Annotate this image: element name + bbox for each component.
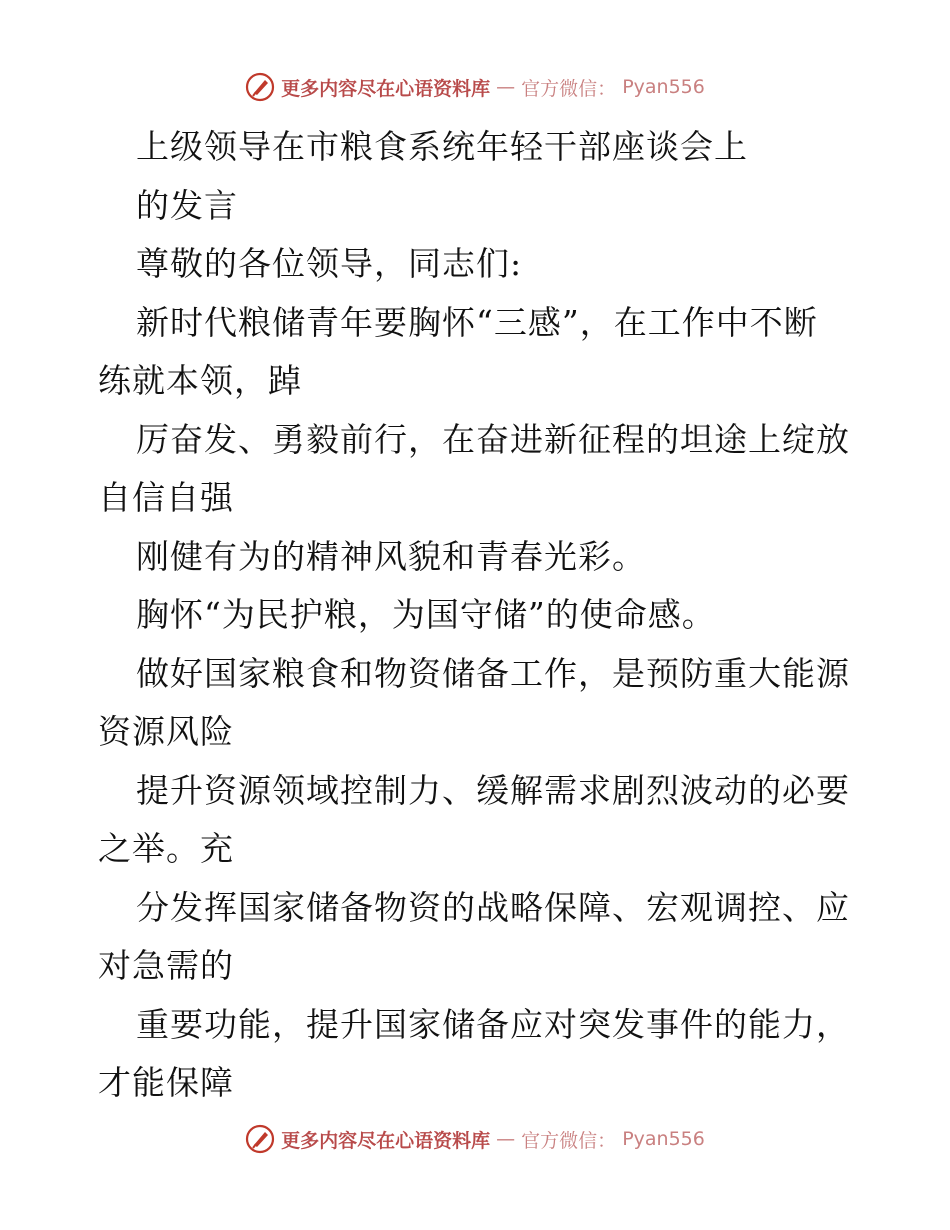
watermark-separator: — bbox=[496, 1128, 516, 1150]
document-line: 分发挥国家储备物资的战略保障、宏观调控、应 bbox=[136, 887, 850, 927]
document-line: 上级领导在市粮食系统年轻干部座谈会上 bbox=[136, 127, 748, 166]
watermark-wechat-id: Pyan556 bbox=[622, 76, 705, 98]
document-line: 胸怀“为民护粮，为国守储”的使命感。 bbox=[136, 595, 716, 634]
watermark-separator: — bbox=[496, 76, 516, 98]
document-line: 对急需的 bbox=[98, 946, 234, 985]
document-line: 提升资源领域控制力、缓解需求剧烈波动的必要 bbox=[136, 770, 850, 810]
document-line: 才能保障 bbox=[98, 1063, 234, 1102]
header-watermark bbox=[0, 72, 950, 102]
watermark-main-text: 更多内容尽在心语资料库 bbox=[281, 1129, 491, 1152]
document-line: 资源风险 bbox=[98, 712, 234, 751]
watermark-wechat-id: Pyan556 bbox=[622, 1128, 705, 1150]
document-body bbox=[98, 118, 858, 1113]
document-line: 自信自强 bbox=[98, 478, 234, 517]
document-line: 重要功能，提升国家储备应对突发事件的能力， bbox=[136, 1004, 850, 1044]
watermark-wechat-label: 官方微信： bbox=[521, 1129, 617, 1152]
quill-pen-logo-icon bbox=[245, 1124, 275, 1154]
footer-watermark bbox=[0, 1124, 950, 1154]
document-line: 厉奋发、勇毅前行，在奋进新征程的坦途上绽放 bbox=[136, 419, 850, 459]
document-line: 的发言 bbox=[136, 185, 238, 225]
watermark-wechat-label: 官方微信： bbox=[521, 77, 617, 100]
document-line: 刚健有为的精神风貌和青春光彩。 bbox=[136, 536, 646, 576]
watermark-main-text: 更多内容尽在心语资料库 bbox=[281, 77, 491, 100]
document-line: 练就本领，踔 bbox=[98, 361, 302, 400]
document-line: 做好国家粮食和物资储备工作，是预防重大能源 bbox=[136, 653, 850, 693]
document-line: 尊敬的各位领导，同志们: bbox=[136, 244, 523, 283]
document-line: 新时代粮储青年要胸怀“三感”，在工作中不断 bbox=[136, 302, 818, 342]
quill-pen-logo-icon bbox=[245, 72, 275, 102]
document-line: 之举。充 bbox=[98, 829, 234, 868]
